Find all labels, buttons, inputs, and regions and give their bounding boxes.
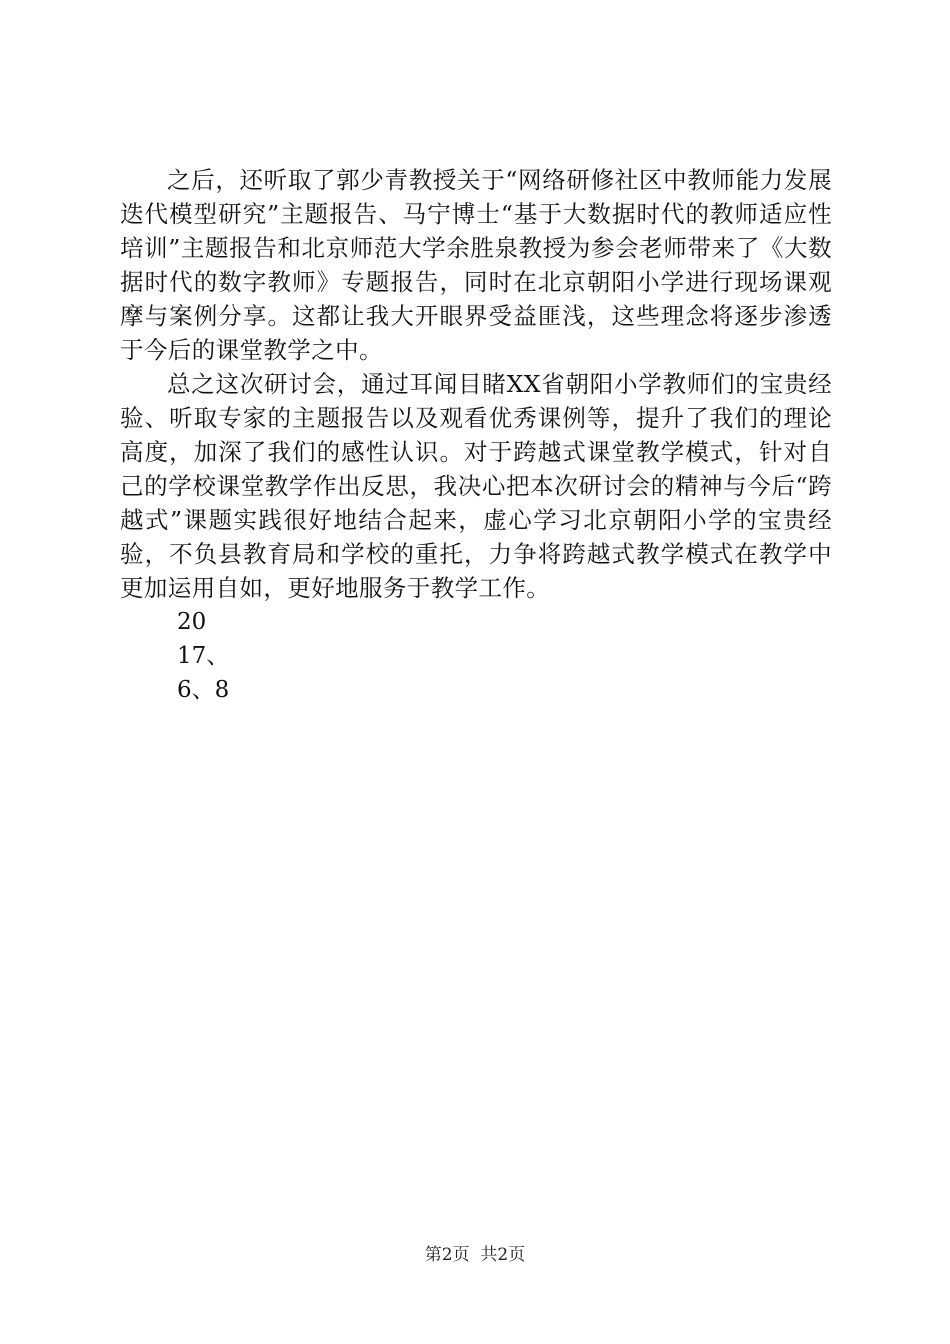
document-body [120, 163, 832, 707]
page-footer [0, 1244, 950, 1266]
paragraph-conclusion: 总之这次研讨会，通过耳闻目睹XX省朝阳小学教师们的宝贵经验、听取专家的主题报告以及观看优秀课例等，提升了我们的理论高度，加深了我们的感性认识。对于跨越式课堂教学模式，针对自己的学校课堂教学作出反思，我决心把本次研讨会的精神与今后“跨越式”课题实践很好地结合起来，虚心学习北京朝阳小学的宝贵经验，不负县教育局和学校的重托，力争将跨越式教学模式在教学中更加运用自如，更好地服务于教学工作。 [120, 370, 832, 602]
paragraph-summary-reports: 之后，还听取了郭少青教授关于“网络研修社区中教师能力发展迭代模型研究”主题报告、马宁博士“基于大数据时代的教师适应性培训”主题报告和北京师范大学余胜泉教授为参会老师带来了《大数据时代的数字教师》专题报告，同时在北京朝阳小学进行现场课观摩与案例分享。这都让我大开眼界受益匪浅，这些理念将逐步渗透于今后的课堂教学之中。 [120, 166, 832, 364]
page-number-label: 第2页 共2页 [424, 1245, 526, 1265]
date-line-month-day: 6、8 [177, 677, 230, 703]
date-line-year-part1: 20 [177, 609, 207, 635]
date-line-year-part2: 17、 [177, 643, 230, 669]
